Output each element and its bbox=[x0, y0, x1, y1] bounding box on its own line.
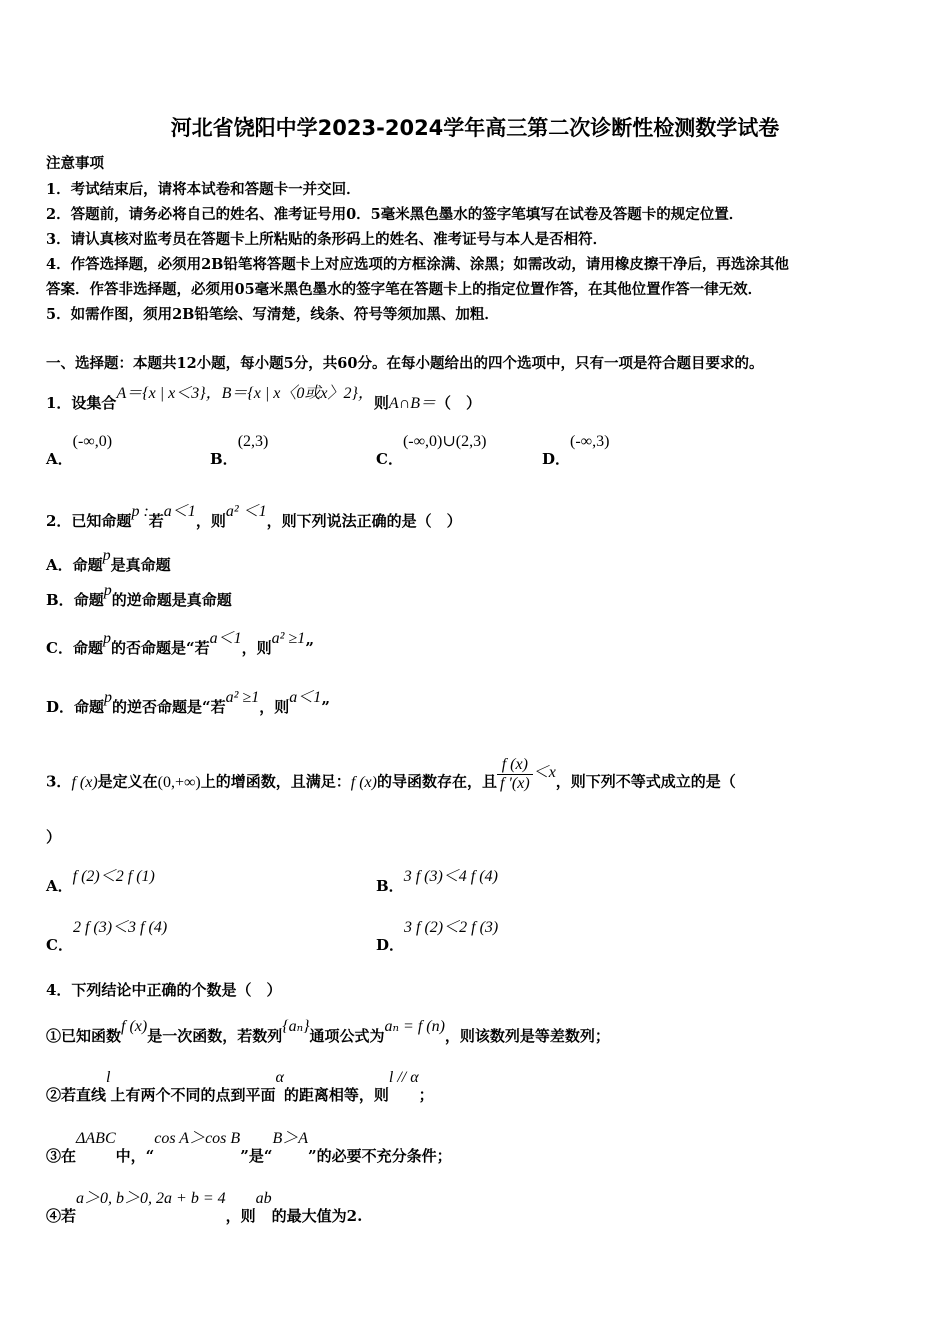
q1-option-b[interactable]: B．(2,3) bbox=[210, 433, 269, 468]
q3-option-b[interactable]: B．3 f (3)＜4 f (4) bbox=[376, 868, 498, 895]
question-4: 4．下列结论中正确的个数是（ ） bbox=[46, 981, 282, 999]
q3-option-d[interactable]: D．3 f (2)＜2 f (3) bbox=[376, 919, 499, 954]
q3-option-c[interactable]: C．2 f (3)＜3 f (4) bbox=[46, 919, 168, 954]
q2-option-c[interactable]: C．命题p的否命题是“若a＜1，则a² ≥1” bbox=[46, 630, 314, 657]
section-heading: 一、选择题：本题共12小题，每小题5分，共60分。在每小题给出的四个选项中，只有一项是符合题目要求的。 bbox=[46, 355, 764, 372]
fraction: $\frac{f (x)}{f '(x)}$ bbox=[497, 756, 533, 793]
q2-option-d[interactable]: D．命题p的逆否命题是“若a² ≥1，则a＜1” bbox=[46, 689, 330, 716]
q1-option-a[interactable]: A．(-∞,0) bbox=[46, 433, 113, 468]
note-item: 1．考试结束后，请将本试卷和答题卡一并交回． bbox=[46, 181, 361, 198]
note-item: 5．如需作图，须用2B铅笔绘、写清楚，线条、符号等须加黑、加粗． bbox=[46, 306, 499, 323]
q4-statement-1: ①已知函数f (x)是一次函数，若数列{aₙ}通项公式为aₙ = f (n)，则该数列是等差数列； bbox=[46, 1018, 610, 1045]
note-item: 3．请认真核对监考员在答题卡上所粘贴的条形码上的姓名、准考证号与本人是否相符． bbox=[46, 231, 608, 248]
q3-option-a[interactable]: A．f (2)＜2 f (1) bbox=[46, 868, 155, 895]
note-item: 4．作答选择题，必须用2B铅笔将答题卡上对应选项的方框涂满、涂黑；如需改动，请用橡皮擦干净后，再选涂其他 bbox=[46, 256, 789, 273]
question-1: 1．设集合A＝{x | x＜3}，B＝{x | x〈0或x〉2}，则A∩B＝（ ） bbox=[46, 385, 482, 412]
set-b: B＝{x | x〈0或x〉2}， bbox=[221, 385, 374, 402]
q4-statement-3: ③在ΔABC中，“cos A＞cos B”是“B＞A”的必要不充分条件； bbox=[46, 1130, 452, 1165]
note-item: 2．答题前，请务必将自己的姓名、准考证号用0．5毫米黑色墨水的签字笔填写在试卷及答题卡的规定位置． bbox=[46, 206, 744, 223]
question-3: 3．f (x)是定义在(0,+∞)上的增函数，且满足：f (x)的导函数存在，且 $\frac{f (x)}{f '(x)}$ ＜x，则下列不等式成立的是（ bbox=[46, 756, 736, 792]
q4-statement-4: ④若a＞0, b＞0, 2a + b = 4，则ab的最大值为2. bbox=[46, 1190, 363, 1225]
intersection-expr: A∩B＝ bbox=[388, 395, 437, 412]
q1-option-d[interactable]: D．(-∞,3) bbox=[542, 433, 610, 468]
page-title: 河北省饶阳中学2023-2024学年高三第二次诊断性检测数学试卷 bbox=[170, 116, 780, 140]
q2-option-b[interactable]: B．命题p的逆命题是真命题 bbox=[46, 582, 232, 609]
notes-heading: 注意事项 bbox=[46, 155, 104, 172]
note-item: 答案．作答非选择题，必须用05毫米黑色墨水的签字笔在答题卡上的指定位置作答，在其他位置作答一律无效． bbox=[46, 281, 763, 298]
question-2: 2．已知命题p :若a＜1，则a² ＜1，则下列说法正确的是（ ） bbox=[46, 503, 462, 530]
q1-option-c[interactable]: C．(-∞,0)∪(2,3) bbox=[376, 433, 487, 468]
q2-option-a[interactable]: A．命题p是真命题 bbox=[46, 547, 171, 574]
q4-statement-2: ②若直线l上有两个不同的点到平面α的距离相等，则l // α； bbox=[46, 1069, 434, 1104]
question-3-close: ） bbox=[46, 828, 62, 846]
set-a: A＝{x | x＜3}， bbox=[116, 385, 222, 402]
